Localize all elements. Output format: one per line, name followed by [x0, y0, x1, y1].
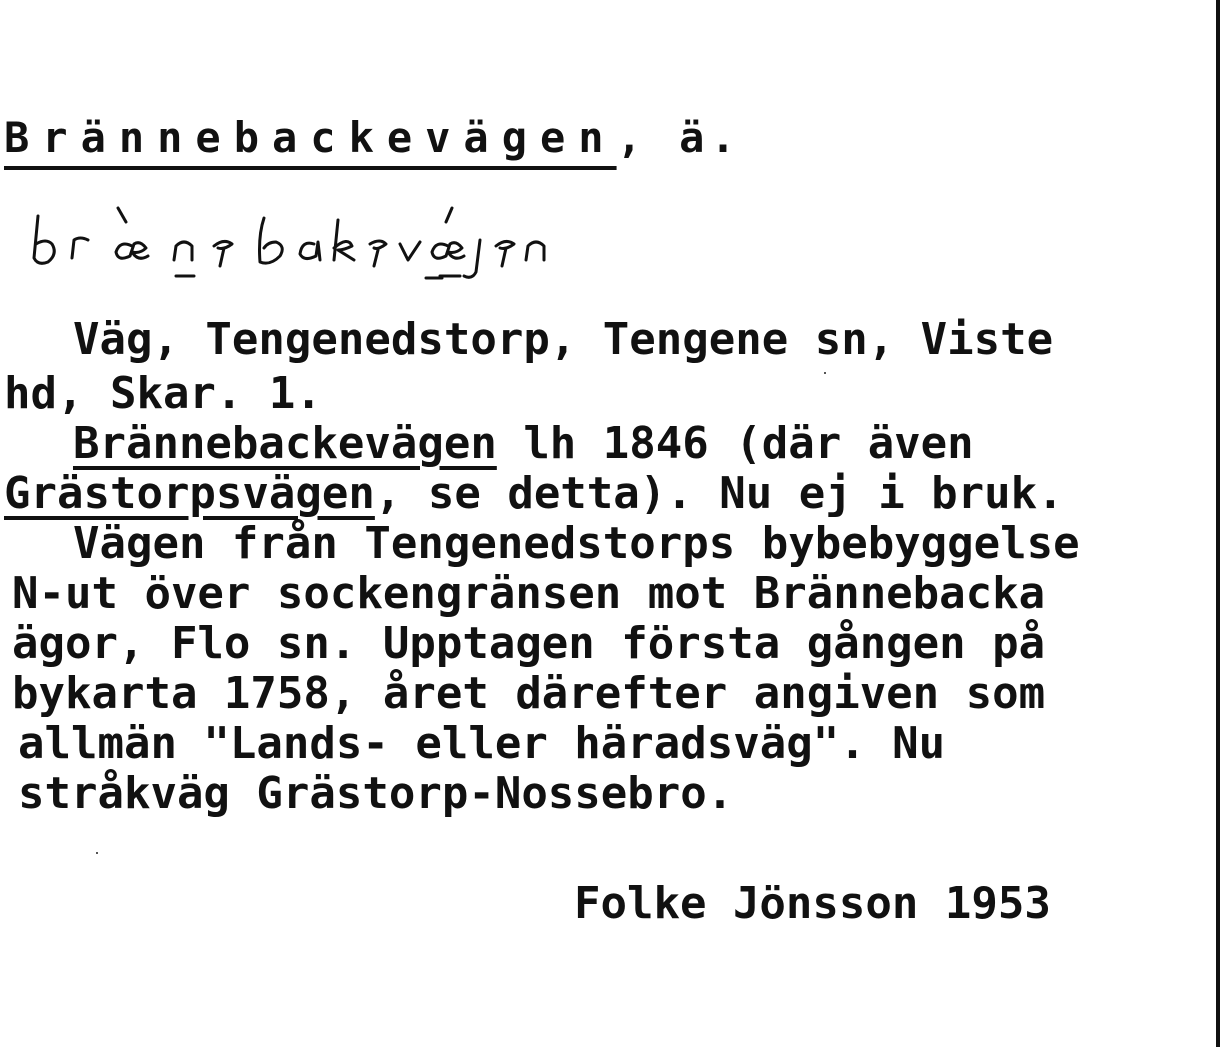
body-line-6: N-ut över sockengränsen mot Brännebacka [12, 568, 1046, 619]
reference-brannebackevagen: Brännebackevägen [72, 418, 497, 469]
body-line-4: Grästorpsvägen, se detta). Nu ej i bruk. [4, 468, 1064, 519]
body-line-2: hd, Skar. 1. [4, 368, 322, 419]
headword: Brännebackevägen [4, 113, 617, 162]
phonetic-handwriting [28, 196, 748, 296]
body-line-3: Brännebackevägen lh 1846 (där även [72, 418, 974, 469]
headword-suffix: , ä. [616, 113, 742, 162]
card-edge-border [1216, 0, 1220, 1047]
body-line-8: bykarta 1758, året därefter angiven som [12, 668, 1046, 719]
reference-grastorpsvagen: Grästorpsvägen [4, 468, 375, 519]
body-line-7: ägor, Flo sn. Upptagen första gången på [12, 618, 1046, 669]
scan-speck [96, 852, 98, 854]
body-line-10: stråkväg Grästorp-Nossebro. [18, 768, 734, 819]
body-line-9: allmän "Lands- eller häradsväg". Nu [18, 718, 946, 769]
phonetic-transcription [28, 196, 748, 296]
scan-speck [824, 372, 826, 374]
signature: Folke Jönsson 1953 [574, 878, 1051, 929]
body-line-1: Väg, Tengenedstorp, Tengene sn, Viste [20, 314, 1054, 365]
body-line-5: Vägen från Tengenedstorps bybebyggelse [20, 518, 1080, 569]
headword-line [4, 112, 742, 164]
